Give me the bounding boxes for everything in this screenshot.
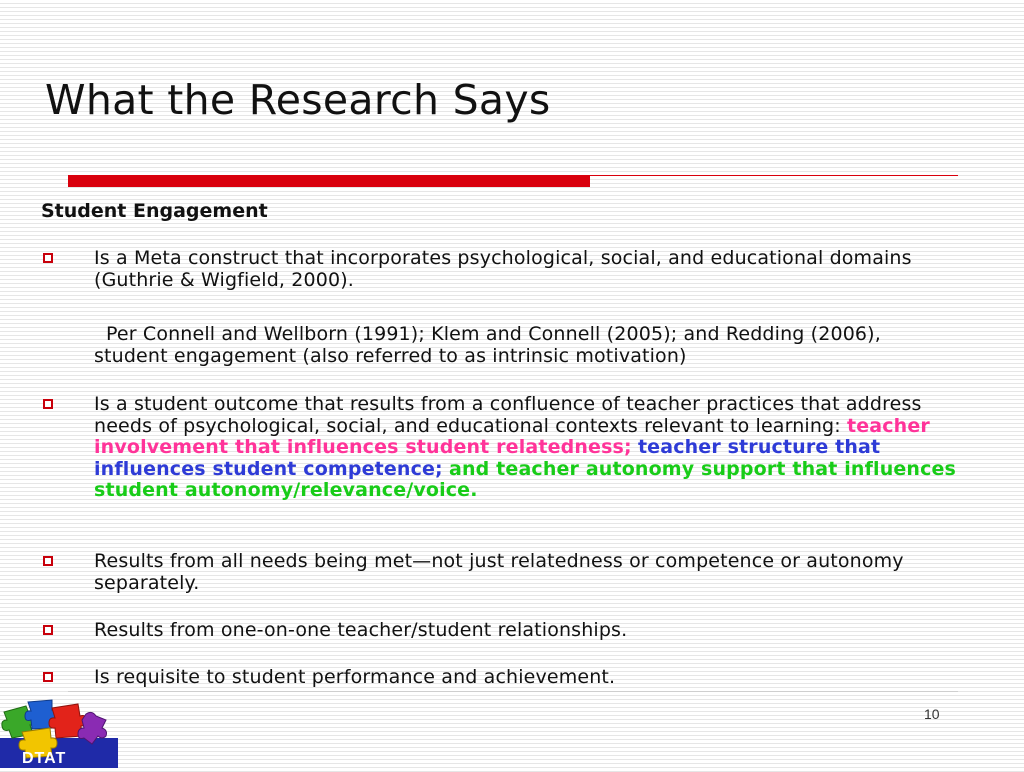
square-bullet-icon: [43, 556, 53, 566]
bullet-text: Is requisite to student performance and achievement.: [94, 666, 616, 688]
title-underline-bar: [68, 175, 590, 187]
square-bullet-icon: [43, 399, 53, 409]
citation-note: Per Connell and Wellborn (1991); Klem and Connell (2005); and Redding (2006), student engagement (also referred to as intrinsic motivation): [94, 323, 881, 367]
bullet-text-plain: Is a student outcome that results from a confluence of teacher practices that address needs of psychological, social, and educational contexts relevant to learning:: [94, 393, 922, 437]
section-heading: Student Engagement: [41, 200, 268, 222]
page-number: 10: [924, 706, 940, 722]
bullet-text: Results from all needs being met—not just relatedness or competence or autonomy separately.: [94, 550, 904, 594]
square-bullet-icon: [43, 672, 53, 682]
highlight-autonomy: and teacher autonomy support that influences student autonomy/relevance/voice.: [94, 457, 956, 501]
bullet-text: Results from one-on-one teacher/student relationships.: [94, 619, 628, 641]
logo-caption: DTAT: [22, 750, 67, 767]
square-bullet-icon: [43, 625, 53, 635]
highlight-competence: teacher structure that influences student competence;: [94, 436, 881, 480]
bullet-text: Is a Meta construct that incorporates psychological, social, and educational domains (Guthrie & Wigfield, 2000).: [94, 247, 912, 291]
slide-title: What the Research Says: [45, 76, 551, 124]
dtat-logo: [0, 698, 118, 768]
square-bullet-icon: [43, 253, 53, 263]
footer-divider: [68, 691, 958, 692]
bullet-text: [94, 394, 979, 502]
highlight-relatedness: teacher involvement that influences student relatedness;: [94, 414, 930, 458]
